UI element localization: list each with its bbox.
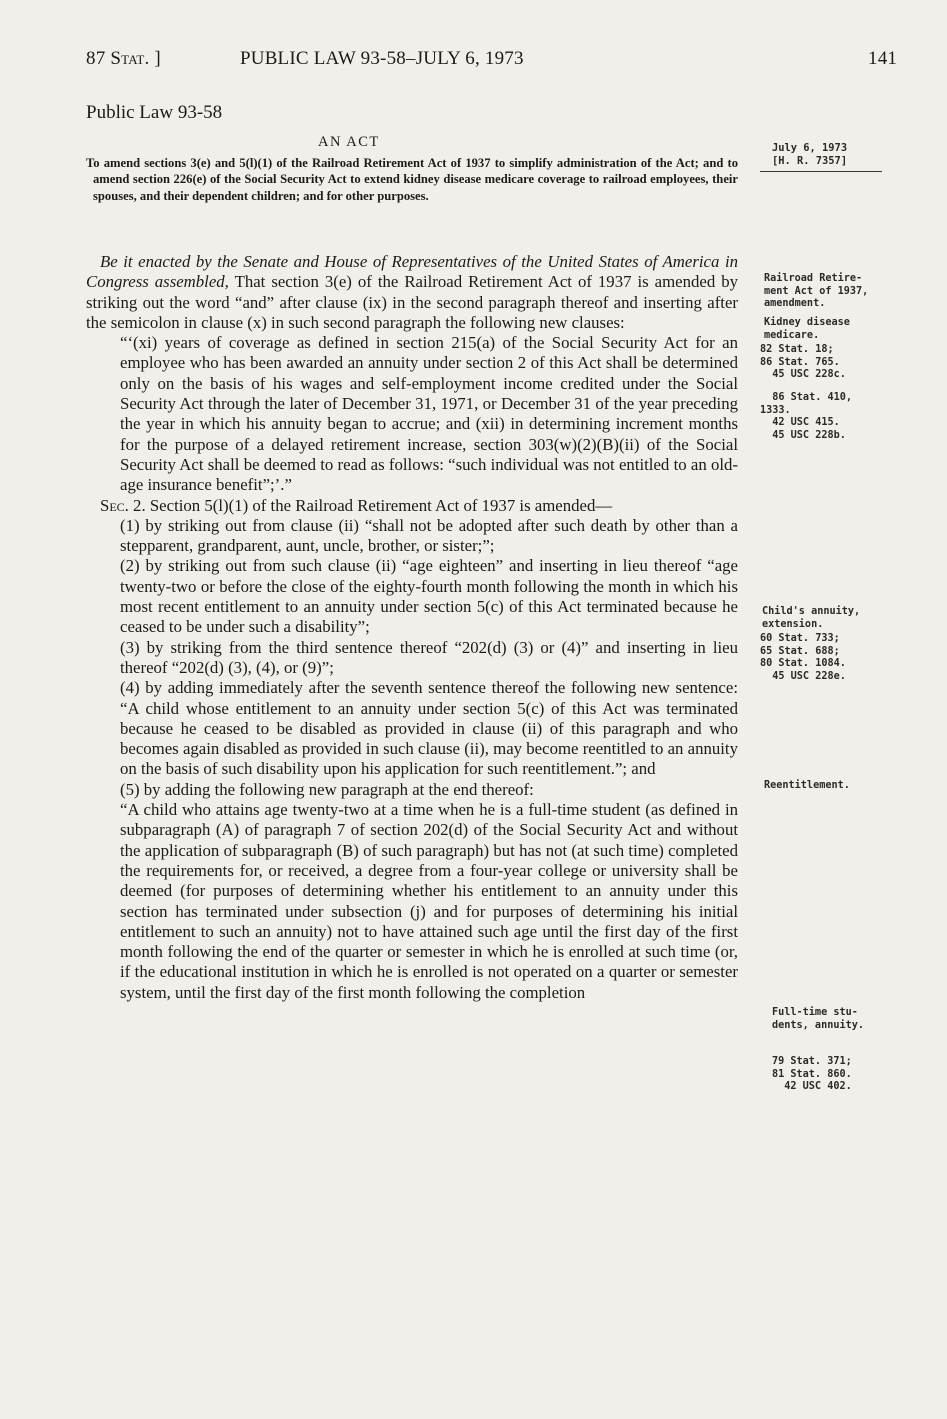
margin-note-kidney: Kidney disease medicare.: [764, 317, 850, 341]
margin-divider: [760, 171, 882, 172]
margin-note-childs-annuity: Child's annuity, extension.: [762, 606, 861, 630]
amendment-item-1: (1) by striking out from clause (ii) “shall not be adopted after such death by other than a stepparent, grandparent, aunt, uncle, brother, or sister;”;: [120, 515, 738, 556]
margin-note-date: July 6, 1973 [H. R. 7357]: [772, 142, 848, 168]
amendment-item-5: (5) by adding the following new paragraph at the end thereof:: [120, 779, 534, 799]
margin-note-fulltime: Full-time stu- dents, annuity.: [772, 1007, 865, 1031]
margin-note-reentitlement: Reentitlement.: [764, 780, 850, 791]
section-2-text: Section 5(l)(1) of the Railroad Retirement Act of 1937 is amended—: [145, 495, 613, 515]
amendment-item-2: (2) by striking out from such clause (ii) “age eighteen” and inserting in lieu thereof “age twenty-two or before the close of the eighty-fourth month following the month in which his most recent entitlement to an annuity under section 5(c) of this Act terminated because he ceased to be under such a disability”;: [120, 556, 738, 637]
section-2-label: Sec. 2.: [100, 495, 146, 515]
amendment-item-5-quote: “A child who attains age twenty-two at a time when he is a full-time student (as defined in subparagraph (A) of paragraph 7 of section 202(d) of the Social Security Act and without the application of subparagraph (B) of such paragraph) but has not (at such time) completed the requirements for, or received, a degree from a four-year college or university shall be deemed (for purposes of determining whether his entitlement to an annuity under this section has terminated under subsection (j) and for purposes of determining his initial entitlement to such an annuity) not to have attained such age until the first day of the first month following the end of the quarter or semester in which he is enrolled at such time (or, if the educational institution in which he is enrolled is not operated on a quarter or semester system, until the first day of the first month following the completion: [120, 800, 738, 1002]
margin-note-refs-4: 79 Stat. 371; 81 Stat. 860. 42 USC 402.: [772, 1056, 852, 1093]
act-purpose: To amend sections 3(e) and 5(l)(1) of the Railroad Retirement Act of 1937 to simplify administration of the Act; and to amend section 226(e) of the Social Security Act to extend kidney disease medicare coverage to railroad employees, their spouses, and their dependent children; and for other purposes.: [86, 156, 738, 203]
section-1-quote: “‘(xi) years of coverage as defined in section 215(a) of the Social Security Act for an employee who has been awarded an annuity under section 2 of this Act shall be determined only on the basis of his wages and self-employment income credited under the Social Security Act through the later of December 31, 1971, or December 31 of the year preceding the year in which his annuity began to accrue; and (xii) in determining increment months for the purpose of a delayed retirement increase, section 303(w)(2)(B)(ii) of the Social Security Act shall be deemed to read as follows: “such individual was not entitled to an old-age insurance benefit”;’.”: [120, 333, 738, 495]
public-law-number: Public Law 93-58: [86, 102, 223, 123]
page-number: 141: [868, 48, 898, 69]
running-header: PUBLIC LAW 93-58–JULY 6, 1973: [240, 48, 524, 69]
margin-note-refs-3: 60 Stat. 733; 65 Stat. 688; 80 Stat. 1084. 45 USC 228e.: [760, 633, 846, 682]
amendment-item-3: (3) by striking from the third sentence thereof “202(d) (3) or (4)” and inserting in lieu thereof “202(d) (3), (4), or (9)”;: [120, 637, 738, 677]
statute-volume: 87 Stat. ]: [86, 48, 161, 69]
act-title: AN ACT: [318, 134, 380, 150]
amendment-item-4: (4) by adding immediately after the seventh sentence thereof the following new sentence: “A child whose entitlement to an annuity under section 5(c) of this Act was terminated because he ceased to be disabled as provided in clause (ii) of this paragraph and who becomes again disabled as provided in such clause (ii), may become reentitled to an annuity on the basis of such disability upon his application for such reentitlement.”; and: [120, 678, 738, 779]
enacting-formula: Be it enacted by the Senate and House of Representatives of the United States of America in Congress assembled,: [86, 252, 738, 292]
section-1-text: That section 3(e) of the Railroad Retirement Act of 1937 is amended by striking out the word “and” after clause (ix) in the second paragraph thereof and inserting after the semicolon in clause (x) in such second paragraph the following new clauses:: [86, 272, 738, 332]
margin-note-refs-1: 82 Stat. 18; 86 Stat. 765. 45 USC 228c.: [760, 344, 846, 381]
margin-note-railroad: Railroad Retire- ment Act of 1937, amendment.: [764, 273, 869, 310]
margin-note-refs-2: 86 Stat. 410, 1333. 42 USC 415. 45 USC 228b.: [760, 392, 853, 441]
